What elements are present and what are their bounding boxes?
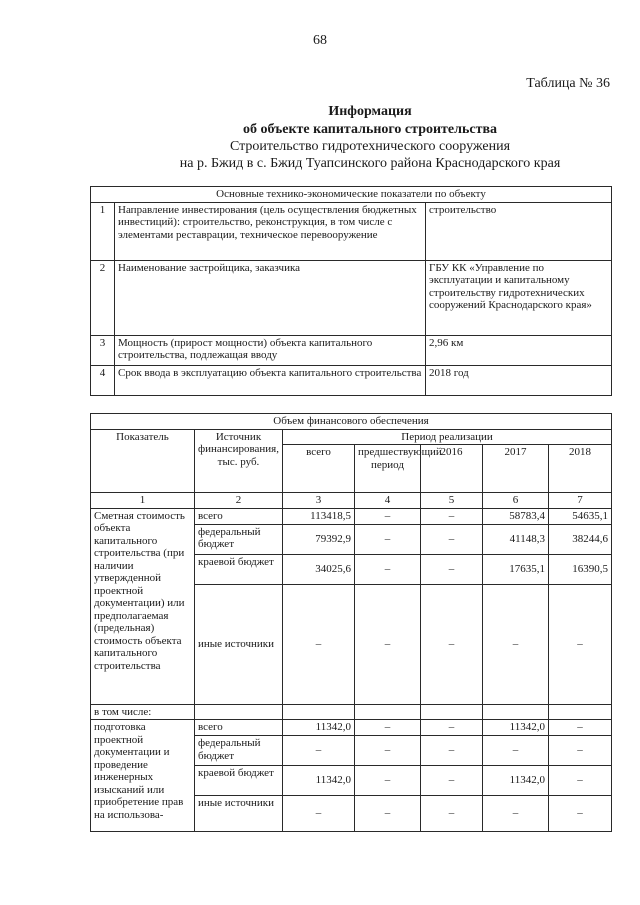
finance-table [90, 413, 612, 832]
value-cell: 38244,6 [549, 524, 612, 554]
col-number: 2 [195, 493, 283, 509]
value-cell: 113418,5 [283, 508, 355, 524]
value-cell: 16390,5 [549, 554, 612, 584]
value-cell: – [283, 736, 355, 766]
row-number: 2 [91, 260, 115, 335]
indicator-name: Мощность (прирост мощности) объекта капитального строительства, подлежащая вводу [115, 335, 426, 365]
value-cell: – [549, 720, 612, 736]
value-cell: 11342,0 [483, 720, 549, 736]
value-cell: 17635,1 [483, 554, 549, 584]
col-2016: 2016 [421, 445, 483, 493]
source-cell: федеральный бюджет [195, 736, 283, 766]
object-name: Строительство гидротехнического сооружения [229, 139, 511, 154]
value-cell: – [421, 766, 483, 796]
document-subtitle: об объекте капитального строительства [242, 122, 498, 137]
empty-cell [195, 704, 283, 720]
value-cell: – [355, 554, 421, 584]
value-cell: – [355, 736, 421, 766]
value-cell: – [549, 766, 612, 796]
col-2018: 2018 [549, 445, 612, 493]
value-cell: 11342,0 [483, 766, 549, 796]
group-label: Сметная стоимость объекта капитального строительства (при наличии утвержденной проектной документации) или предполагаемая (предельная) стоимость объекта капитального строительства [91, 508, 195, 704]
col-prev: предшествующий период [355, 445, 421, 493]
empty-cell [549, 704, 612, 720]
value-cell: 79392,9 [283, 524, 355, 554]
col-2017: 2017 [483, 445, 549, 493]
table-row [91, 365, 612, 395]
value-cell: – [549, 584, 612, 704]
indicator-value: ГБУ КК «Управление по эксплуатации и капитальному строительству гидротехнических сооружений Краснодарского края» [426, 260, 612, 335]
row-number: 1 [91, 202, 115, 260]
value-cell: 58783,4 [483, 508, 549, 524]
value-cell: – [421, 796, 483, 832]
col-number: 1 [91, 493, 195, 509]
table-row [91, 720, 612, 736]
value-cell: – [283, 584, 355, 704]
indicator-value: 2,96 км [426, 335, 612, 365]
indicator-value: 2018 год [426, 365, 612, 395]
group-label: подготовка проектной документации и проведение инженерных изысканий или приобретение прав на использова- [91, 720, 195, 832]
indicators-header: Основные технико-экономические показатели по объекту [91, 187, 612, 203]
value-cell: 34025,6 [283, 554, 355, 584]
row-number: 3 [91, 335, 115, 365]
value-cell: – [483, 796, 549, 832]
value-cell: 11342,0 [283, 720, 355, 736]
table-row [91, 508, 612, 524]
col-indicator: Показатель [91, 429, 195, 493]
indicator-name: Срок ввода в эксплуатацию объекта капитального строительства [115, 365, 426, 395]
col-period: Период реализации [283, 429, 612, 445]
value-cell: – [421, 524, 483, 554]
col-number: 7 [549, 493, 612, 509]
value-cell: – [421, 508, 483, 524]
source-cell: иные источники [195, 584, 283, 704]
empty-cell [283, 704, 355, 720]
source-cell: краевой бюджет [195, 554, 283, 584]
value-cell: – [283, 796, 355, 832]
value-cell: – [483, 584, 549, 704]
object-location: на р. Бжид в с. Бжид Туапсинского района Краснодарского края [179, 156, 561, 171]
table-label: Таблица № 36 [526, 76, 610, 91]
empty-cell [355, 704, 421, 720]
table-row [91, 202, 612, 260]
empty-cell [421, 704, 483, 720]
value-cell: – [483, 736, 549, 766]
column-numbers-row [91, 493, 612, 509]
source-cell: иные источники [195, 796, 283, 832]
value-cell: – [355, 720, 421, 736]
source-cell: краевой бюджет [195, 766, 283, 796]
value-cell: – [421, 720, 483, 736]
row-number: 4 [91, 365, 115, 395]
col-number: 4 [355, 493, 421, 509]
value-cell: – [421, 736, 483, 766]
source-cell: всего [195, 720, 283, 736]
indicator-name: Направление инвестирования (цель осуществления бюджетных инвестиций): строительство, реконструкция, в том числе с элементами реставрации, техническое перевооружение [115, 202, 426, 260]
finance-header: Объем финансового обеспечения [91, 414, 612, 430]
value-cell: – [355, 796, 421, 832]
value-cell: – [421, 554, 483, 584]
value-cell: – [355, 524, 421, 554]
value-cell: 11342,0 [283, 766, 355, 796]
indicator-name: Наименование застройщика, заказчика [115, 260, 426, 335]
col-number: 5 [421, 493, 483, 509]
source-cell: федеральный бюджет [195, 524, 283, 554]
value-cell: 54635,1 [549, 508, 612, 524]
table-row [91, 335, 612, 365]
value-cell: – [421, 584, 483, 704]
col-number: 6 [483, 493, 549, 509]
document-title: Информация [328, 104, 412, 119]
table-row [91, 704, 612, 720]
including-label: в том числе: [91, 704, 195, 720]
col-total: всего [283, 445, 355, 493]
value-cell: 41148,3 [483, 524, 549, 554]
page-number: 68 [313, 33, 327, 48]
value-cell: – [549, 796, 612, 832]
indicator-value: строительство [426, 202, 612, 260]
source-cell: всего [195, 508, 283, 524]
value-cell: – [355, 766, 421, 796]
table-row [91, 260, 612, 335]
empty-cell [483, 704, 549, 720]
col-number: 3 [283, 493, 355, 509]
col-source: Источник финансирования, тыс. руб. [195, 429, 283, 493]
value-cell: – [355, 584, 421, 704]
value-cell: – [355, 508, 421, 524]
indicators-table [90, 186, 612, 396]
value-cell: – [549, 736, 612, 766]
